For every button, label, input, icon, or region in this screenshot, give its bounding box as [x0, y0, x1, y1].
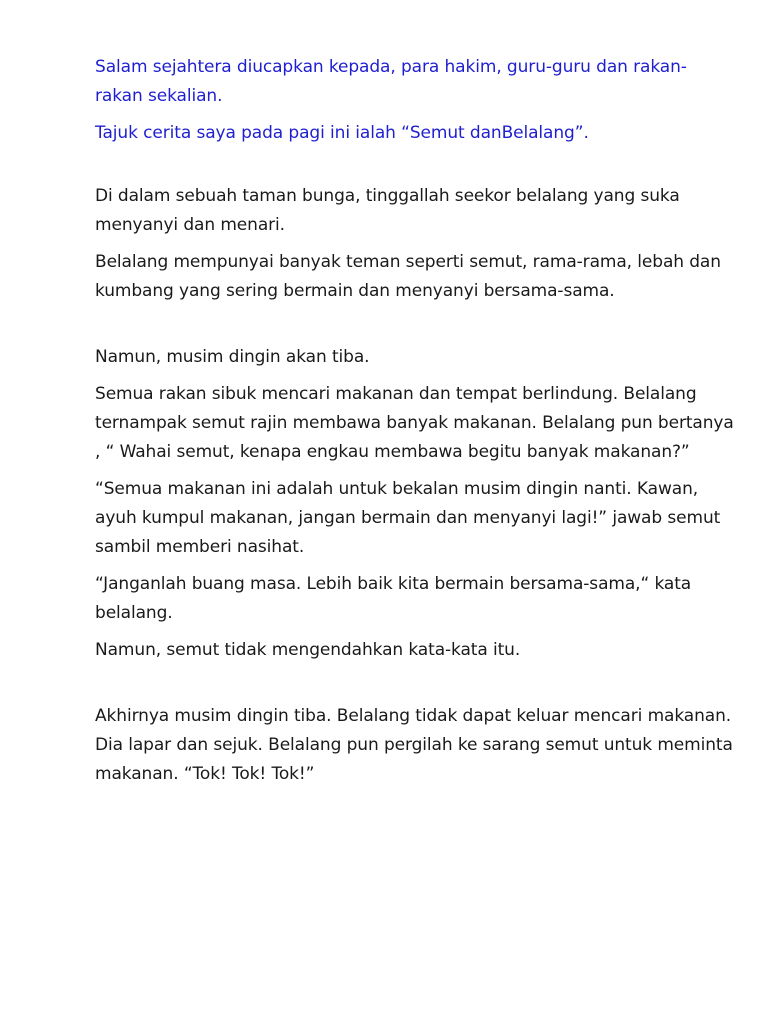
story-paragraph: “Semua makanan ini adalah untuk bekalan musim dingin nanti. Kawan, ayuh kumpul makanan, jangan bermain dan menyanyi lagi!” jawab semut sambil memberi nasihat. [95, 479, 721, 557]
story-paragraph: Belalang mempunyai banyak teman seperti semut, rama-rama, lebah dan kumbang yang sering bermain dan menyanyi bersama-sama. [95, 252, 721, 301]
greeting-paragraph: Salam sejahtera diucapkan kepada, para hakim, guru-guru dan rakan- rakan sekalian. [95, 57, 687, 106]
document-body [95, 53, 735, 789]
story-paragraph: Namun, semut tidak mengendahkan kata-kata itu. [95, 640, 521, 660]
story-paragraph: “Janganlah buang masa. Lebih baik kita bermain bersama-sama,“ kata belalang. [95, 574, 692, 623]
story-paragraph: Akhirnya musim dingin tiba. Belalang tidak dapat keluar mencari makanan. Dia lapar dan sejuk. Belalang pun pergilah ke sarang semut untuk meminta makanan. “Tok! Tok! Tok!” [95, 706, 733, 784]
story-title-paragraph: Tajuk cerita saya pada pagi ini ialah “Semut danBelalang”. [95, 123, 589, 143]
story-paragraph: Semua rakan sibuk mencari makanan dan tempat berlindung. Belalang ternampak semut rajin membawa banyak makanan. Belalang pun bertanya , “ Wahai semut, kenapa engkau membawa begitu banyak makanan?” [95, 384, 734, 462]
story-paragraph: Di dalam sebuah taman bunga, tinggallah seekor belalang yang suka menyanyi dan menari. [95, 186, 680, 235]
story-paragraph: Namun, musim dingin akan tiba. [95, 347, 370, 367]
